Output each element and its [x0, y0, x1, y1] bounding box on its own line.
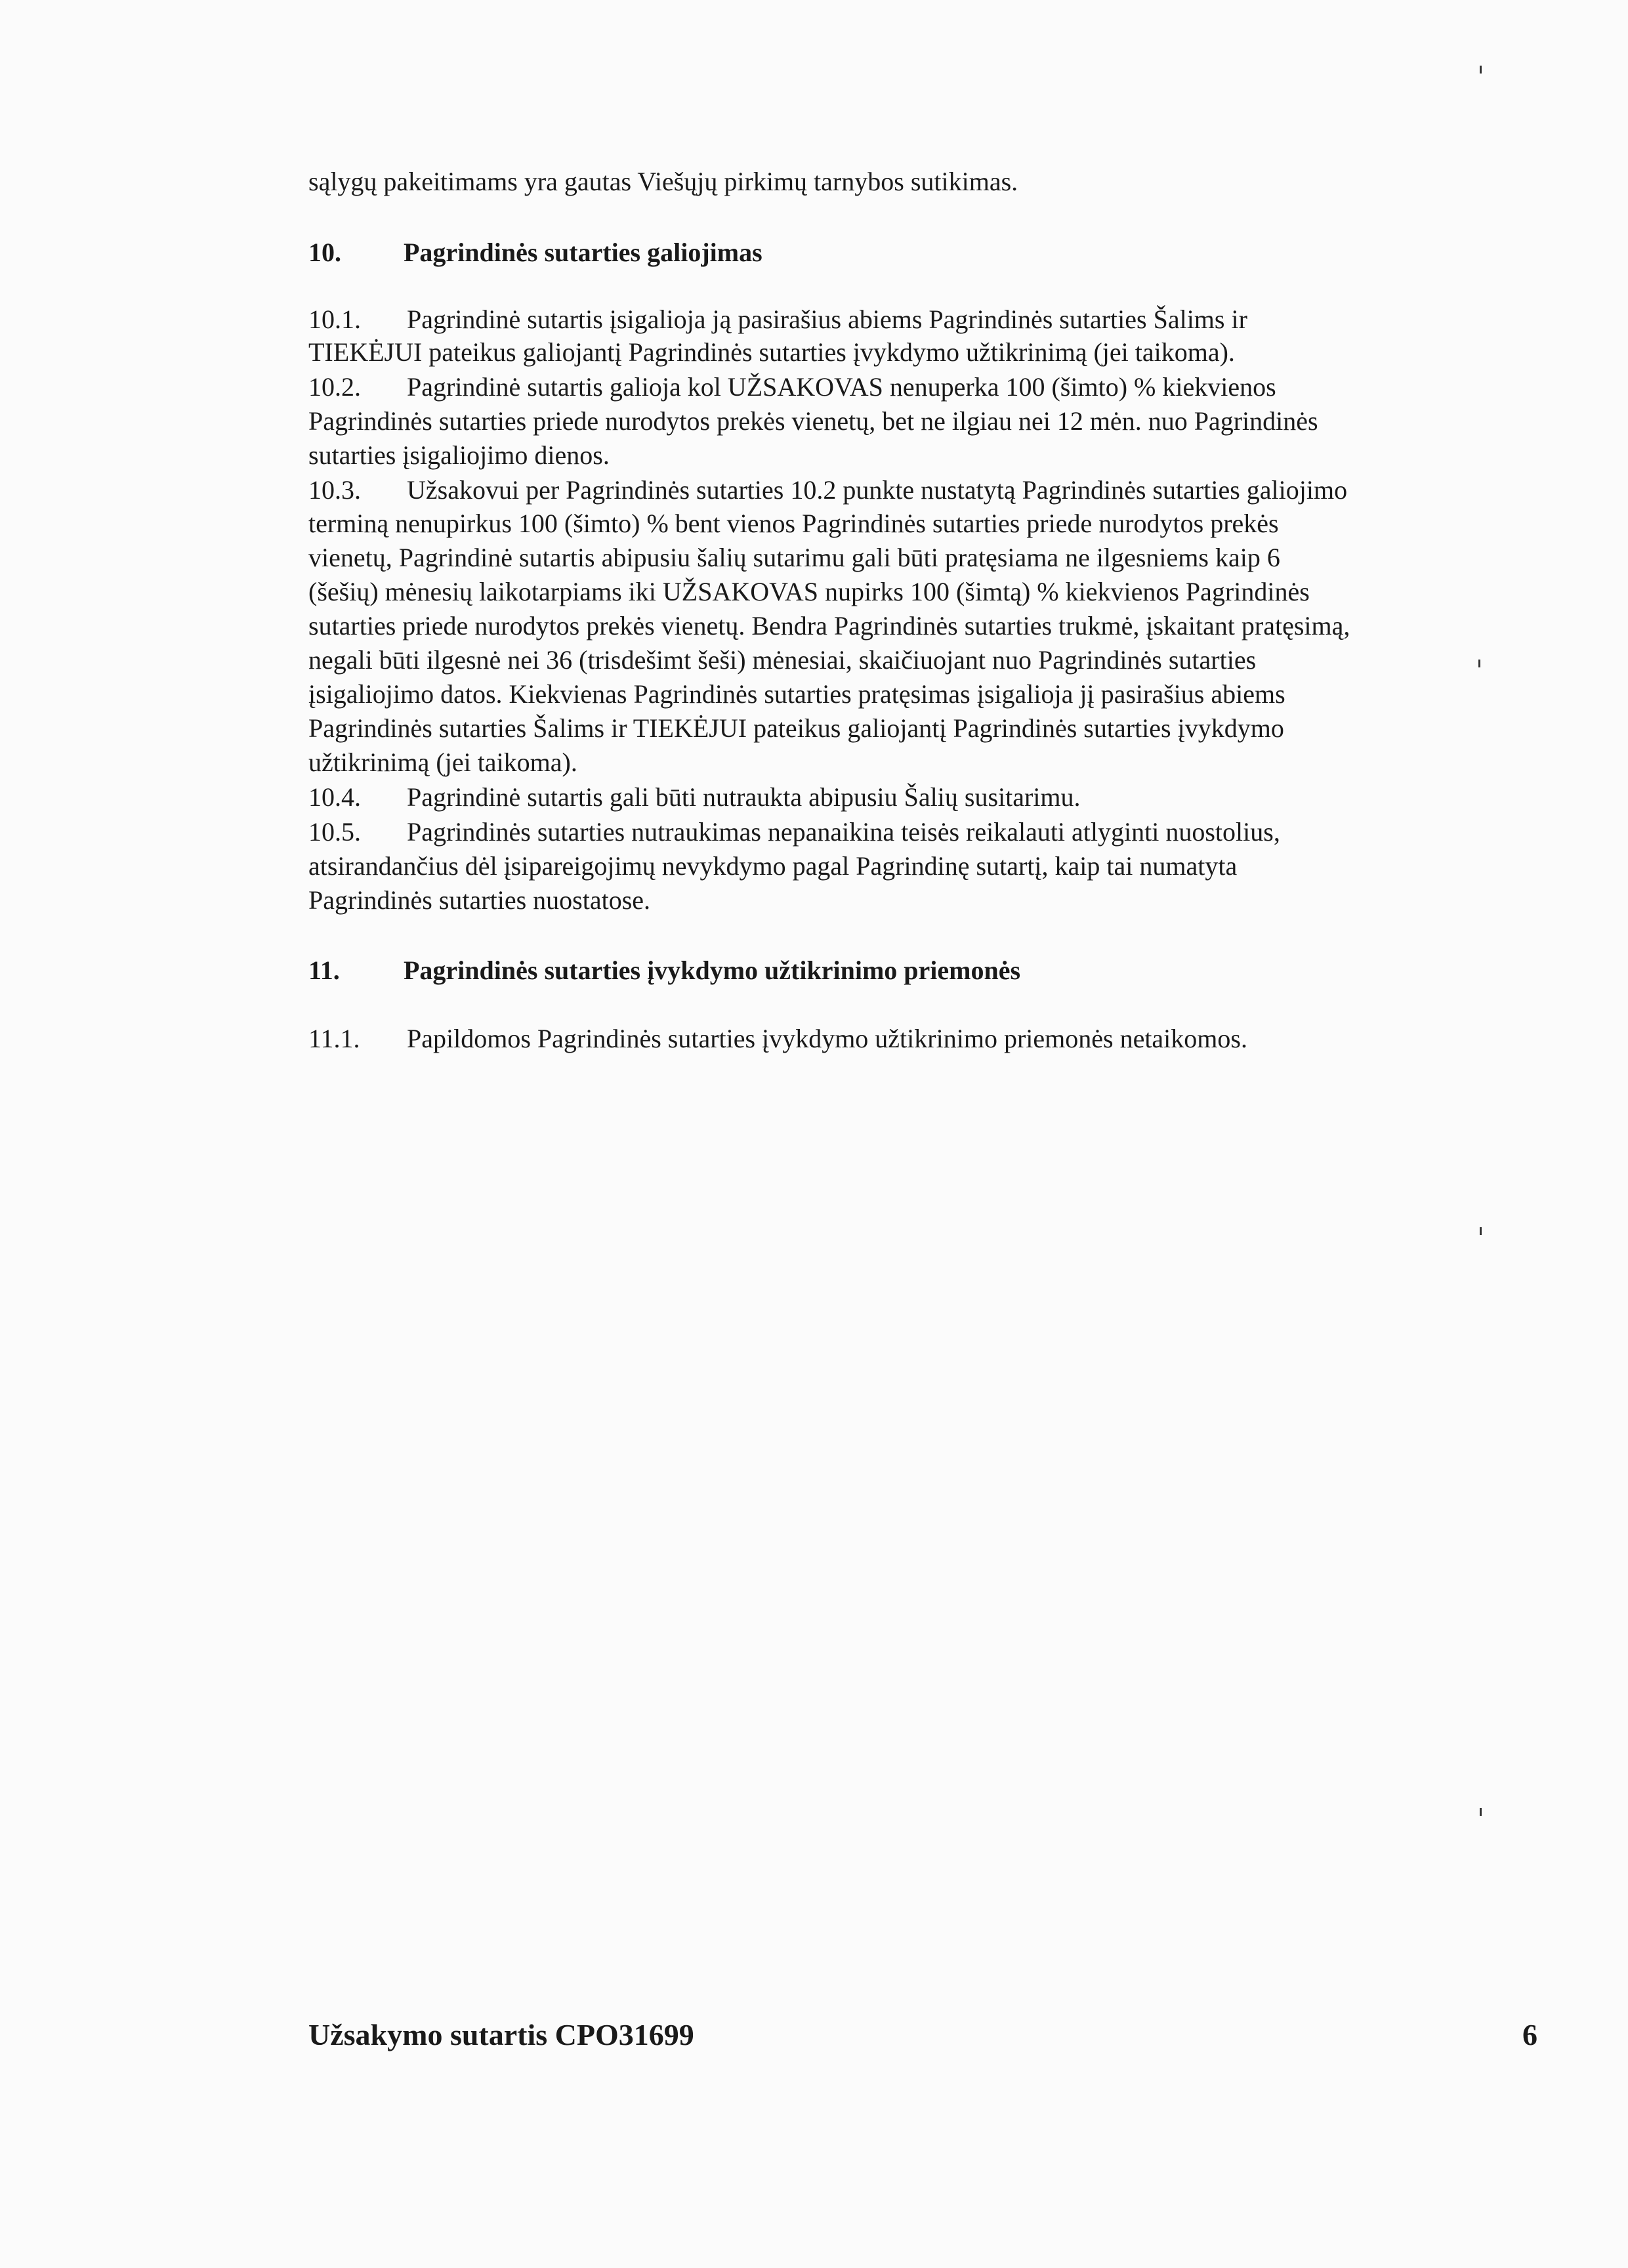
clause-10-4-number: 10.4.	[308, 782, 361, 812]
clause-11-1-line-1	[308, 1022, 1247, 1055]
clause-text: Papildomos Pagrindinės sutarties įvykdymo užtikrinimo priemonės netaikomos.	[407, 1024, 1247, 1053]
clause-10-3-line-6: negali būti ilgesnė nei 36 (trisdešimt šeši) mėnesiai, skaičiuojant nuo Pagrindinės sutarties	[308, 645, 1257, 675]
clause-10-1-line-1	[308, 303, 1247, 336]
clause-10-5-number: 10.5.	[308, 817, 361, 847]
clause-10-3-line-7: įsigaliojimo datos. Kiekvienas Pagrindinės sutarties pratęsimas įsigalioja jį pasirašius abiems	[308, 679, 1285, 709]
page-number: 6	[1522, 2018, 1537, 2051]
clause-10-5-line-2: atsirandančius dėl įsipareigojimų nevykdymo pagal Pagrindinę sutartį, kaip tai numatyta	[308, 851, 1238, 881]
clause-11-1-number: 11.1.	[308, 1024, 360, 1053]
scan-speck	[1480, 1808, 1482, 1816]
clause-10-1-number: 10.1.	[308, 304, 361, 334]
section-10-title: Pagrindinės sutarties galiojimas	[404, 238, 762, 267]
opening-line: sąlygų pakeitimams yra gautas Viešųjų pirkimų tarnybos sutikimas.	[308, 167, 1018, 196]
clause-10-5-line-3: Pagrindinės sutarties nuostatose.	[308, 885, 651, 915]
clause-10-3-line-2: terminą nenupirkus 100 (šimto) % bent vienos Pagrindinės sutarties priede nurodytos prekės	[308, 509, 1279, 538]
clause-10-1-line-2: TIEKĖJUI pateikus galiojantį Pagrindinės sutarties įvykdymo užtikrinimą (jei taikoma).	[308, 337, 1235, 367]
clause-text: Pagrindinė sutartis įsigalioja ją pasirašius abiems Pagrindinės sutarties Šalims ir	[407, 304, 1247, 334]
clause-10-2-line-2: Pagrindinės sutarties priede nurodytos prekės vienetų, bet ne ilgiau nei 12 mėn. nuo Pagrindinės	[308, 406, 1318, 436]
section-11-number: 11.	[308, 956, 340, 985]
clause-10-2-number: 10.2.	[308, 372, 361, 402]
clause-10-3-line-4: (šešių) mėnesių laikotarpiams iki UŽSAKOVAS nupirks 100 (šimtą) % kiekvienos Pagrindinės	[308, 577, 1310, 606]
scan-speck	[1478, 660, 1480, 667]
clause-10-3-number: 10.3.	[308, 475, 361, 505]
section-11-title: Pagrindinės sutarties įvykdymo užtikrinimo priemonės	[404, 956, 1021, 985]
clause-10-3-line-9: užtikrinimą (jei taikoma).	[308, 747, 577, 777]
clause-10-2-line-1	[308, 371, 1276, 404]
clause-10-4-line-1	[308, 781, 1081, 814]
clause-text: Pagrindinė sutartis galioja kol UŽSAKOVAS nenuperka 100 (šimto) % kiekvienos	[407, 372, 1276, 402]
scan-speck	[1480, 66, 1482, 74]
section-10-heading	[308, 236, 762, 269]
clause-10-2-line-3: sutarties įsigaliojimo dienos.	[308, 440, 610, 470]
section-10-number: 10.	[308, 238, 341, 267]
clause-10-3-line-5: sutarties priede nurodytos prekės vienetų. Bendra Pagrindinės sutarties trukmė, įskaitant pratęsimą,	[308, 611, 1350, 640]
clause-text: Užsakovui per Pagrindinės sutarties 10.2 punkte nustatytą Pagrindinės sutarties galiojimo	[407, 475, 1348, 505]
clause-10-3-line-1	[308, 474, 1347, 507]
clause-10-3-line-8: Pagrindinės sutarties Šalims ir TIEKĖJUI pateikus galiojantį Pagrindinės sutarties įvykdymo	[308, 713, 1284, 743]
clause-10-3-line-3: vienetų, Pagrindinė sutartis abipusiu šalių sutarimu gali būti pratęsiama ne ilgesniems kaip 6	[308, 543, 1280, 572]
footer-contract-label: Užsakymo sutartis CPO31699	[308, 2018, 694, 2051]
section-11-heading	[308, 954, 1020, 987]
clause-10-5-line-1	[308, 816, 1280, 849]
clause-text: Pagrindinės sutarties nutraukimas nepanaikina teisės reikalauti atlyginti nuostolius,	[407, 817, 1280, 847]
clause-text: Pagrindinė sutartis gali būti nutraukta abipusiu Šalių susitarimu.	[407, 782, 1081, 812]
scan-speck	[1480, 1227, 1482, 1235]
